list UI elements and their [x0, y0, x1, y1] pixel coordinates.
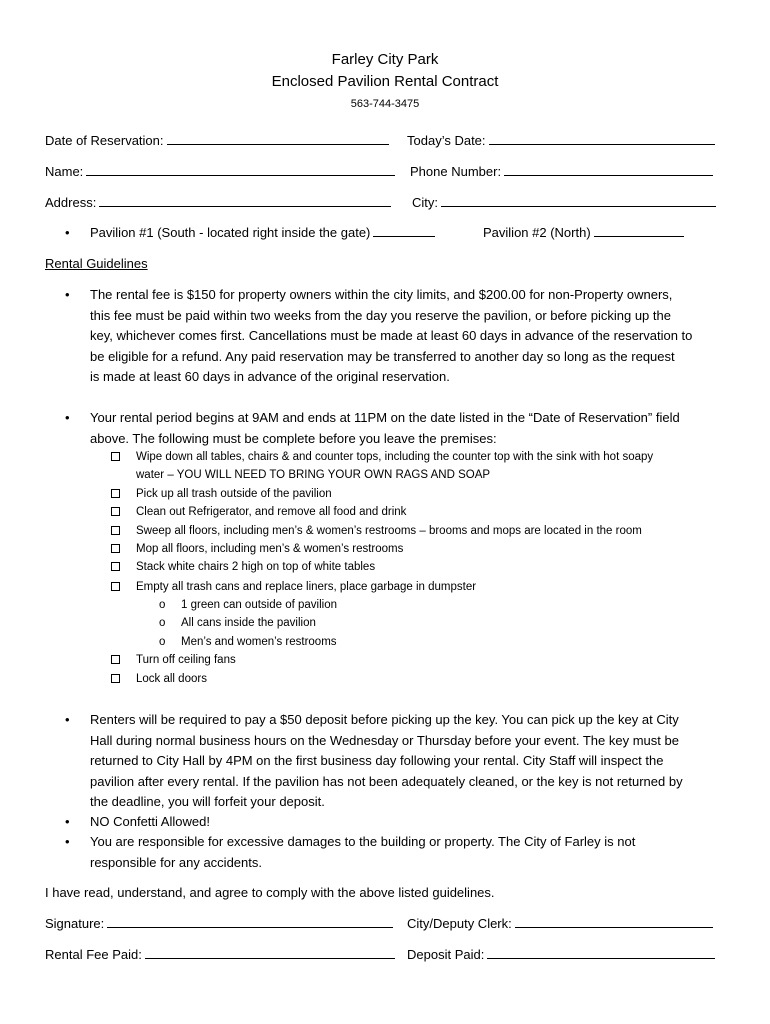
- phone-number-label: Phone Number:: [410, 164, 502, 179]
- checkbox[interactable]: [111, 452, 120, 461]
- checklist-item: [111, 522, 721, 540]
- checkbox[interactable]: [111, 562, 120, 571]
- pavilion-1-field: [90, 224, 435, 242]
- guideline-rental-fee: [45, 285, 770, 388]
- checklist-item: [111, 558, 721, 576]
- text-line: responsible for any accidents.: [90, 854, 262, 870]
- checklist-text: Clean out Refrigerator, and remove all food and drink: [136, 506, 407, 518]
- sub-bullet: o: [159, 617, 166, 629]
- address-blank[interactable]: [99, 194, 391, 207]
- date-of-reservation-field: [45, 132, 389, 150]
- rental-guidelines-heading: Rental Guidelines: [45, 256, 148, 271]
- city-clerk-field: [407, 915, 713, 933]
- checklist-item: [111, 578, 721, 596]
- checkbox[interactable]: [111, 507, 120, 516]
- checklist-item: [111, 448, 721, 466]
- text-line: is made at least 60 days in advance of the original reservation.: [90, 369, 450, 384]
- checklist-item: [111, 540, 721, 558]
- checklist-text: Mop all floors, including men’s & women’s restrooms: [136, 543, 404, 555]
- name-label: Name:: [45, 164, 84, 179]
- rental-fee-paid-label: Rental Fee Paid:: [45, 947, 142, 962]
- phone-number-field: [410, 163, 713, 181]
- checklist-text: Empty all trash cans and replace liners, place garbage in dumpster: [136, 581, 477, 593]
- sublist-item: [159, 614, 316, 632]
- pavilion-1-label: Pavilion #1 (South - located right inside the gate): [90, 225, 371, 240]
- guideline-damages: [45, 832, 770, 873]
- contract-title: Enclosed Pavilion Rental Contract: [271, 73, 499, 90]
- date-of-reservation-blank[interactable]: [167, 132, 389, 145]
- address-label: Address:: [45, 195, 97, 210]
- city-label: City:: [412, 195, 438, 210]
- checklist-item: [111, 503, 721, 521]
- city-clerk-label: City/Deputy Clerk:: [407, 916, 512, 931]
- text-line: The rental fee is $150 for property owners within the city limits, and $200.00 for non-Property owners,: [90, 287, 673, 302]
- text-line: Hall during normal business hours on the Wednesday or Thursday before your event. The key must be: [90, 732, 679, 748]
- pavilion-2-blank[interactable]: [594, 224, 684, 237]
- checkbox[interactable]: [111, 544, 120, 553]
- sublist-text: All cans inside the pavilion: [181, 617, 316, 629]
- phone-number-blank[interactable]: [504, 163, 713, 176]
- deposit-paid-blank[interactable]: [487, 946, 715, 959]
- checklist-text: Turn off ceiling fans: [136, 654, 236, 666]
- todays-date-blank[interactable]: [489, 132, 715, 145]
- sublist-text: Men’s and women’s restrooms: [181, 636, 337, 648]
- park-title: Farley City Park: [331, 51, 439, 68]
- city-blank[interactable]: [441, 194, 716, 207]
- signature-blank[interactable]: [107, 915, 393, 928]
- guideline-deposit: [45, 710, 770, 813]
- date-of-reservation-label: Date of Reservation:: [45, 133, 164, 148]
- sublist-item: [159, 633, 337, 651]
- city-field: [412, 194, 716, 212]
- bullet: •: [65, 287, 70, 302]
- checklist-item: [111, 485, 721, 503]
- agreement-statement: I have read, understand, and agree to comply with the above listed guidelines.: [45, 885, 495, 900]
- checklist-text: water – YOU WILL NEED TO BRING YOUR OWN RAGS AND SOAP: [136, 469, 491, 481]
- sublist-item: [159, 596, 337, 614]
- sublist-text: 1 green can outside of pavilion: [181, 599, 337, 611]
- checklist-text: Lock all doors: [136, 673, 207, 685]
- pavilion-2-label: Pavilion #2 (North): [483, 225, 591, 240]
- city-clerk-blank[interactable]: [515, 915, 713, 928]
- name-field: [45, 163, 395, 181]
- signature-field: [45, 915, 393, 933]
- rental-fee-paid-field: [45, 946, 395, 964]
- text-line: be eligible for a refund. Any paid reservation may be transferred to another day so long as the request: [90, 348, 675, 364]
- bullet: •: [65, 410, 70, 425]
- bullet: •: [65, 814, 70, 829]
- sub-bullet: o: [159, 599, 166, 611]
- checkbox[interactable]: [111, 582, 120, 591]
- text-line: returned to City Hall by 4PM on the first business day following your rental. City Staff will inspect the: [90, 753, 664, 768]
- deposit-paid-label: Deposit Paid:: [407, 947, 485, 962]
- checklist-item: [111, 670, 721, 688]
- sub-bullet: o: [159, 636, 166, 648]
- checklist-item-continued: [111, 466, 721, 484]
- deposit-paid-field: [407, 946, 715, 964]
- rental-fee-paid-blank[interactable]: [145, 946, 395, 959]
- checkbox[interactable]: [111, 489, 120, 498]
- bullet: •: [65, 712, 70, 727]
- text-line: NO Confetti Allowed!: [90, 814, 210, 829]
- name-blank[interactable]: [86, 163, 395, 176]
- checklist-text: Sweep all floors, including men’s & women’s restrooms – brooms and mops are located in the room: [136, 525, 642, 537]
- signature-label: Signature:: [45, 916, 105, 931]
- checkbox[interactable]: [111, 655, 120, 664]
- checklist-text: Wipe down all tables, chairs & and counter tops, including the counter top with the sink with hot soapy: [136, 451, 654, 463]
- checklist-text: Pick up all trash outside of the pavilion: [136, 488, 332, 500]
- todays-date-label: Today’s Date:: [407, 133, 486, 148]
- checkbox[interactable]: [111, 674, 120, 683]
- todays-date-field: [407, 132, 715, 150]
- checkbox[interactable]: [111, 526, 120, 535]
- text-line: Renters will be required to pay a $50 deposit before picking up the key. You can pick up the key at City: [90, 712, 679, 727]
- text-line: this fee must be paid within two weeks from the day you reserve the pavilion, or before picking up the: [90, 307, 671, 323]
- bullet: •: [65, 834, 70, 849]
- text-line: You are responsible for excessive damages to the building or property. The City of Farley is not: [90, 834, 636, 849]
- text-line: the deadline, you will forfeit your deposit.: [90, 794, 325, 809]
- text-line: pavilion after every rental. If the pavilion has not been adequately cleaned, or the key is not returned by: [90, 773, 683, 789]
- document-header: [0, 49, 770, 113]
- text-line: Your rental period begins at 9AM and ends at 11PM on the date listed in the “Date of Reservation” field: [90, 410, 680, 425]
- bullet: •: [65, 225, 70, 240]
- phone-number-text: 563-744-3475: [350, 98, 420, 110]
- pavilion-1-blank[interactable]: [373, 224, 435, 237]
- text-line: above. The following must be complete before you leave the premises:: [90, 430, 497, 446]
- checklist-text: Stack white chairs 2 high on top of white tables: [136, 561, 376, 573]
- address-field: [45, 194, 391, 212]
- checklist-item: [111, 651, 721, 669]
- pavilion-1-option: [65, 224, 70, 242]
- guideline-no-confetti: [45, 812, 770, 833]
- text-line: key, whichever comes first. Cancellations must be made at least 60 days in advance of the reservation to: [90, 328, 693, 343]
- pavilion-2-field: [483, 224, 684, 242]
- guideline-rental-period: [45, 408, 770, 449]
